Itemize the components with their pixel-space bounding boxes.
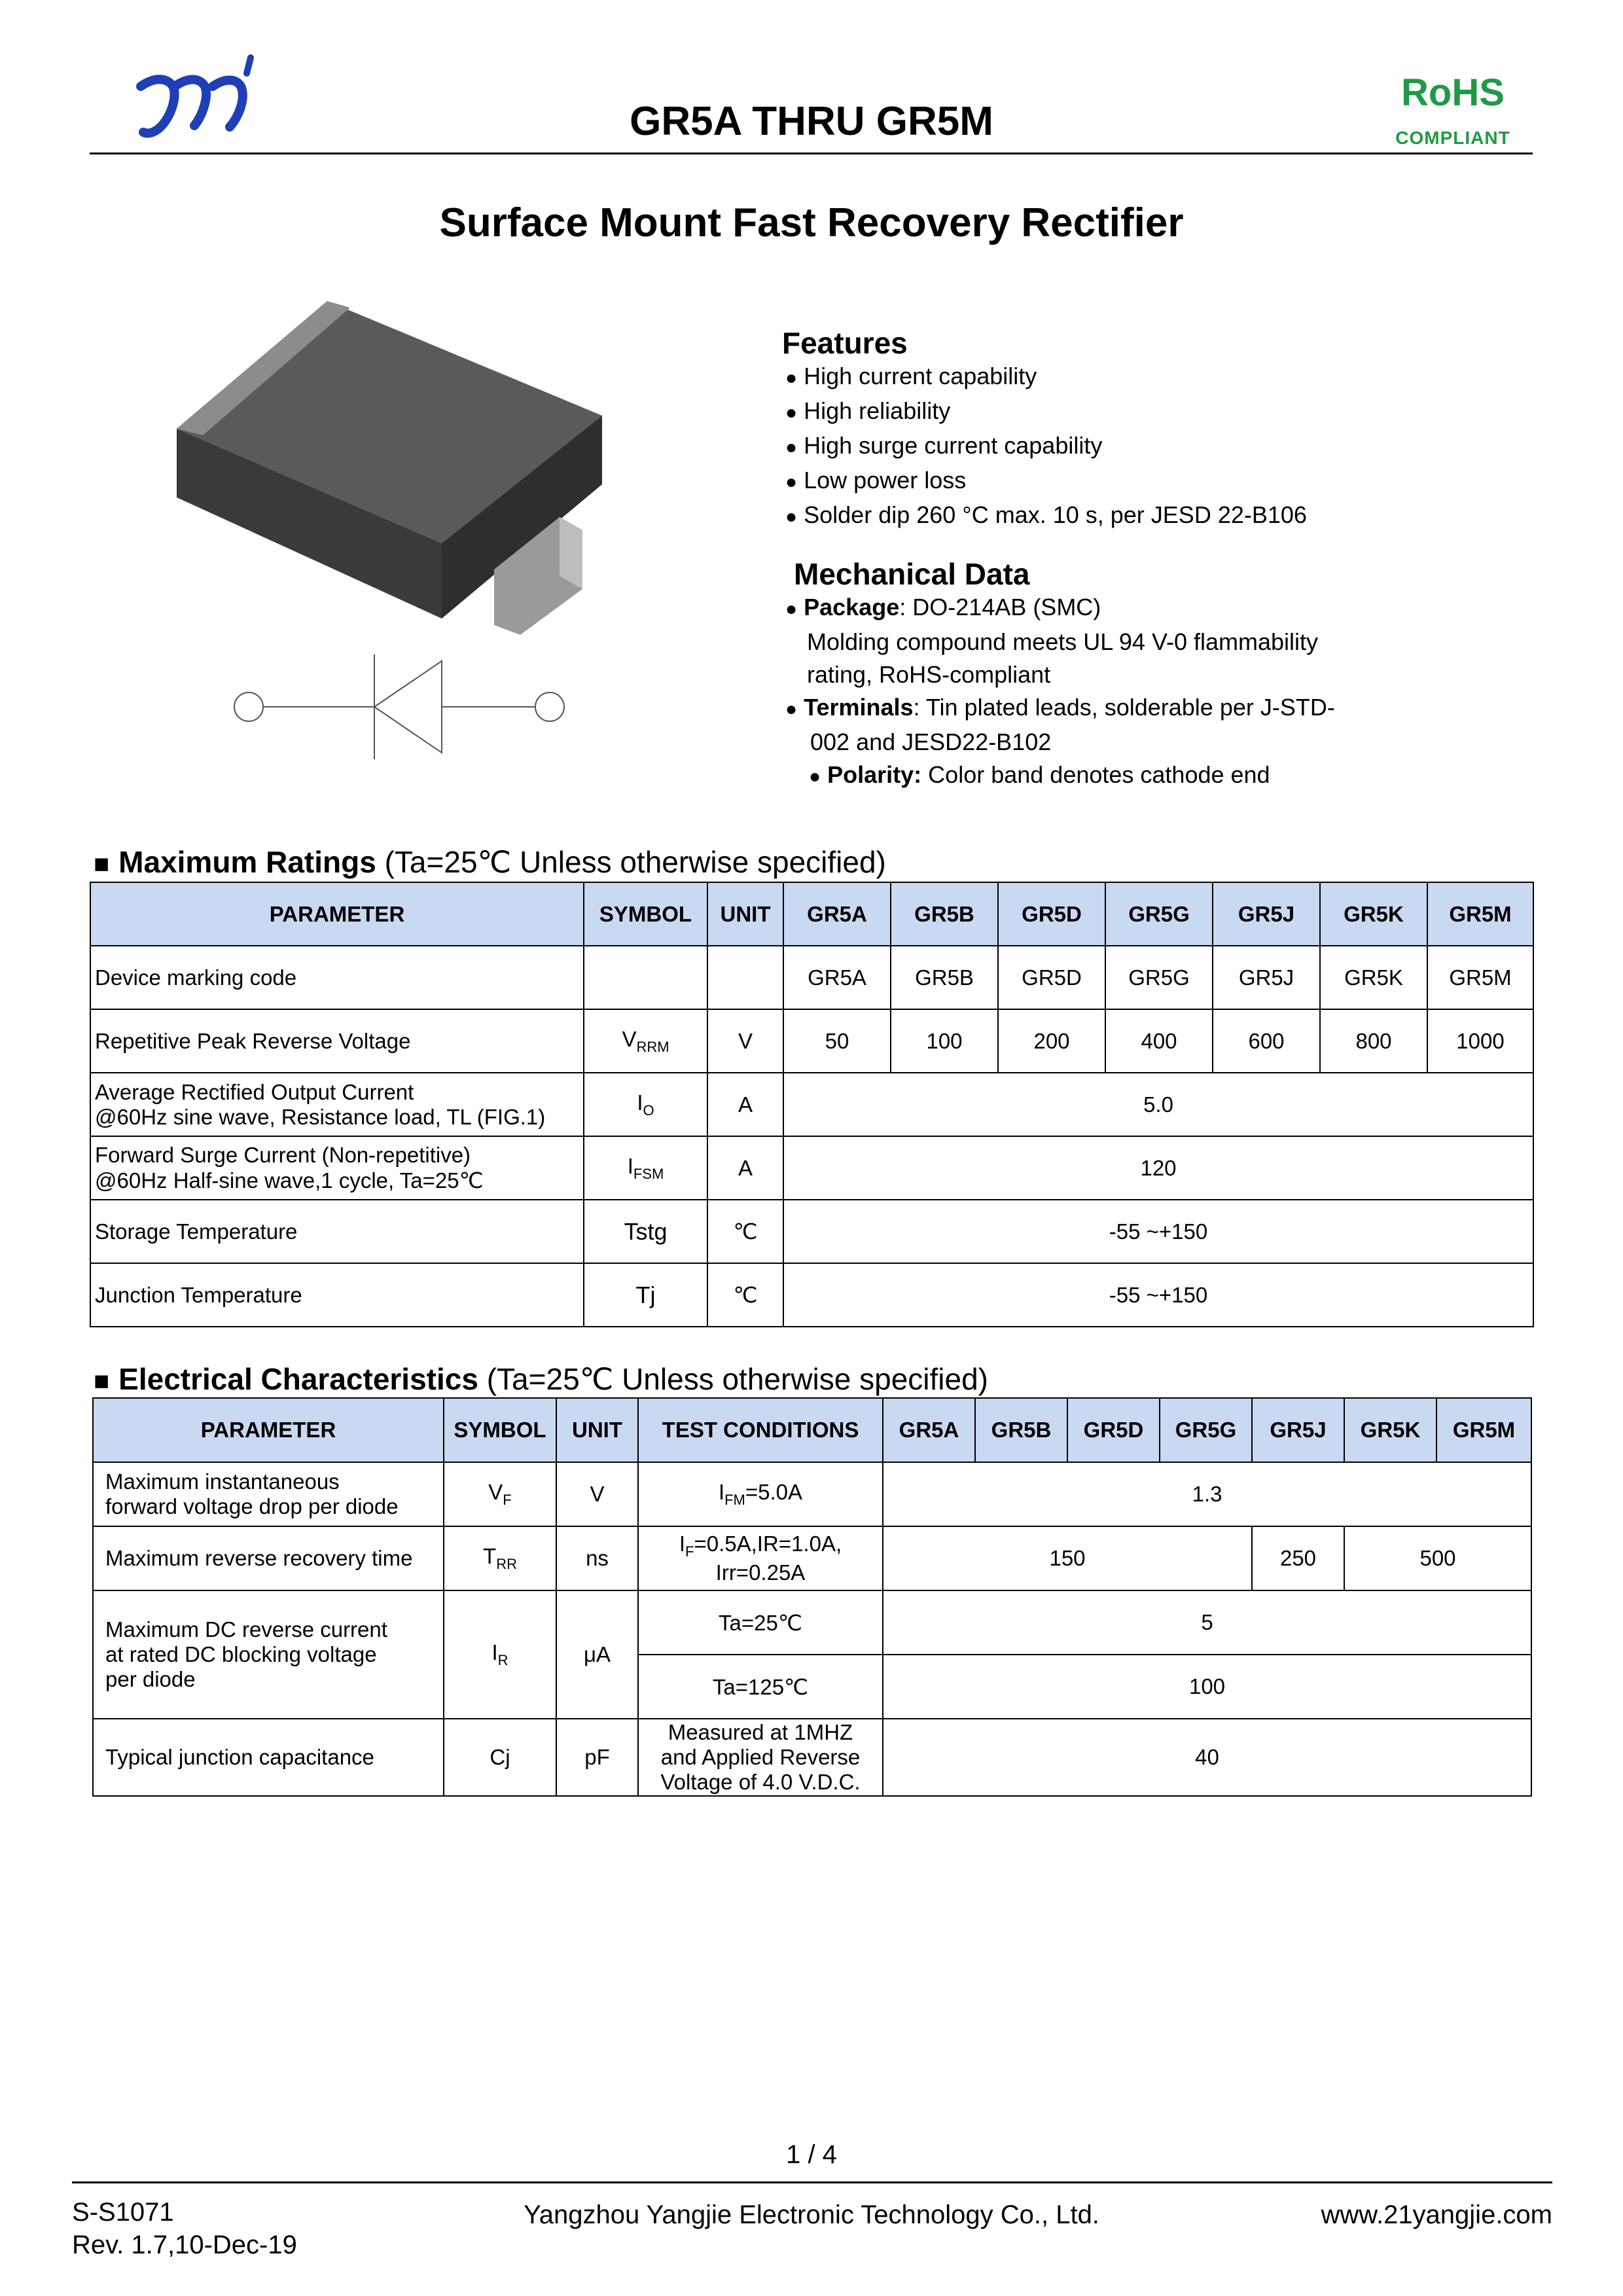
symbol-subscript: RRM (636, 1038, 669, 1055)
value-cell: 40 (883, 1719, 1531, 1796)
header-part: GR5A (883, 1398, 975, 1462)
header-unit: UNIT (556, 1398, 638, 1462)
param-label (93, 1462, 444, 1526)
symbol-main: T (483, 1544, 497, 1568)
param-label-line: @60Hz Half-sine wave,1 cycle, Ta=25℃ (95, 1168, 484, 1193)
value-cell: GR5M (1427, 946, 1533, 1009)
footer-divider (72, 2181, 1552, 2183)
param-label: Maximum reverse recovery time (93, 1526, 444, 1590)
unit-cell: A (707, 1136, 783, 1200)
max-ratings-condition: (Ta=25℃ Unless otherwise specified) (376, 845, 886, 879)
mechanical-heading: Mechanical Data (794, 557, 1030, 591)
value-cell: 100 (883, 1655, 1531, 1719)
header-parameter: PARAMETER (90, 882, 584, 946)
param-label-line: Maximum instantaneous (105, 1469, 340, 1494)
symbol-subscript: j (650, 1281, 656, 1308)
header-part: GR5A (783, 882, 891, 946)
terminals-line2: 002 and JESD22-B102 (810, 728, 1052, 755)
param-label-line: per diode (105, 1667, 196, 1691)
polarity-label: Polarity: (827, 761, 922, 788)
feature-item: ● Solder dip 260 °C max. 10 s, per JESD 22-B106 (785, 499, 1307, 533)
param-label: Device marking code (90, 946, 584, 1009)
header-part: GR5J (1213, 882, 1320, 946)
unit-cell: V (556, 1462, 638, 1526)
test-line: Irr=0.25A (715, 1560, 806, 1585)
symbol-main: I (491, 1640, 498, 1664)
square-bullet-icon: ■ (94, 850, 110, 878)
header-parameter: PARAMETER (93, 1398, 444, 1462)
symbol-main: I (627, 1153, 633, 1178)
table-row (90, 1009, 1533, 1073)
document-code: S-S1071 (72, 2198, 174, 2227)
value-cell: 1000 (1427, 1009, 1533, 1073)
features-heading: Features (782, 326, 908, 360)
page-number: 1 / 4 (786, 2140, 837, 2169)
value-cell: 50 (783, 1009, 891, 1073)
value-cell: GR5A (783, 946, 891, 1009)
header-part: GR5B (891, 882, 998, 946)
symbol-cell (444, 1462, 556, 1526)
table-row (90, 1136, 1533, 1200)
test-subscript: FM (724, 1492, 745, 1508)
symbol-cell: Cj (444, 1719, 556, 1796)
value-cell: 200 (998, 1009, 1105, 1073)
unit-cell: pF (556, 1719, 638, 1796)
test-condition-cell: Ta=125℃ (638, 1655, 883, 1719)
symbol-cell (584, 1073, 707, 1136)
electrical-condition: (Ta=25℃ Unless otherwise specified) (478, 1362, 988, 1396)
symbol-cell (584, 1009, 707, 1073)
square-bullet-icon: ■ (94, 1367, 110, 1395)
table-row (93, 1590, 1531, 1655)
test-line (643, 1532, 878, 1560)
package-image (154, 288, 612, 655)
header-part: GR5M (1436, 1398, 1531, 1462)
feature-item: ● High reliability (785, 395, 1307, 429)
value-cell: 1.3 (883, 1462, 1531, 1526)
electrical-caption (94, 1361, 988, 1397)
test-main: I (679, 1532, 686, 1556)
package-label: Package (804, 594, 900, 620)
document-revision: Rev. 1.7,10-Dec-19 (72, 2231, 297, 2259)
value-cell: 100 (891, 1009, 998, 1073)
header-part: GR5M (1427, 882, 1533, 946)
max-ratings-title: Maximum Ratings (118, 845, 376, 879)
test-condition-cell (638, 1462, 883, 1526)
symbol-main: V (488, 1480, 503, 1504)
symbol-subscript: RR (496, 1556, 517, 1572)
test-line: Voltage of 4.0 V.D.C. (660, 1770, 861, 1794)
value-cell: 250 (1252, 1526, 1344, 1590)
header-part: GR5D (998, 882, 1105, 946)
table-header-row (93, 1398, 1531, 1462)
value-cell: 5 (883, 1590, 1531, 1655)
diode-symbol (229, 648, 569, 766)
table-row (90, 1073, 1533, 1136)
param-label-line: Forward Surge Current (Non-repetitive) (95, 1143, 471, 1167)
symbol-cell (584, 1200, 707, 1263)
value-cell: 600 (1213, 1009, 1320, 1073)
test-line: Measured at 1MHZ (668, 1720, 853, 1744)
value-cell: 400 (1105, 1009, 1213, 1073)
header-symbol: SYMBOL (584, 882, 707, 946)
test-rest: =5.0A (745, 1480, 803, 1504)
param-label-line: forward voltage drop per diode (105, 1494, 399, 1518)
value-cell: 120 (783, 1136, 1533, 1200)
param-label: Storage Temperature (90, 1200, 584, 1263)
symbol-cell (584, 1263, 707, 1327)
test-condition-cell (638, 1719, 883, 1796)
header-part: GR5D (1067, 1398, 1160, 1462)
symbol-cell (584, 1136, 707, 1200)
value-cell: GR5B (891, 946, 998, 1009)
test-condition-cell (638, 1526, 883, 1590)
value-cell: -55 ~+150 (783, 1263, 1533, 1327)
value-cell: 5.0 (783, 1073, 1533, 1136)
feature-item: ● High current capability (785, 360, 1307, 395)
unit-cell: ns (556, 1526, 638, 1590)
test-rest: =0.5A,IR=1.0A, (694, 1532, 842, 1556)
unit-cell: V (707, 1009, 783, 1073)
table-row (90, 1200, 1533, 1263)
symbol-main: T (635, 1281, 651, 1308)
symbol-main: T (624, 1217, 636, 1245)
features-list (785, 360, 1307, 533)
symbol-subscript: R (497, 1652, 508, 1668)
package-value: : DO-214AB (SMC) (899, 594, 1101, 620)
mechanical-data (785, 591, 1440, 793)
table-row (93, 1526, 1531, 1590)
unit-cell: ℃ (707, 1200, 783, 1263)
header-part: GR5B (975, 1398, 1067, 1462)
param-label: Typical junction capacitance (93, 1719, 444, 1796)
website-link[interactable]: www.21yangjie.com (1321, 2200, 1552, 2229)
symbol-subscript: F (503, 1492, 512, 1508)
rohs-mark: RoHS (1401, 71, 1505, 114)
max-ratings-table (90, 882, 1534, 1327)
terminals-row (785, 691, 1440, 726)
symbol-cell (584, 946, 707, 1009)
param-label-line: Average Rectified Output Current (95, 1079, 414, 1104)
param-label (90, 1136, 584, 1200)
value-cell: GR5J (1213, 946, 1320, 1009)
value-cell: -55 ~+150 (783, 1200, 1533, 1263)
unit-cell: μA (556, 1590, 638, 1719)
test-line: and Applied Reverse (660, 1745, 861, 1769)
package-line2: Molding compound meets UL 94 V-0 flammability (807, 628, 1319, 655)
header-part: GR5K (1344, 1398, 1436, 1462)
value-cell: 150 (883, 1526, 1252, 1590)
symbol-subscript: O (643, 1102, 654, 1119)
value-cell: GR5D (998, 946, 1105, 1009)
header-symbol: SYMBOL (444, 1398, 556, 1462)
polarity-value: Color band denotes cathode end (921, 761, 1270, 788)
rohs-compliant-label: COMPLIANT (1395, 128, 1510, 148)
test-main: I (718, 1480, 725, 1504)
header-part: GR5G (1105, 882, 1213, 946)
value-cell: 800 (1320, 1009, 1427, 1073)
param-label (90, 1073, 584, 1136)
polarity-row (785, 759, 1440, 793)
feature-item: ● High surge current capability (785, 429, 1307, 464)
symbol-main: V (622, 1026, 637, 1051)
value-cell: 500 (1344, 1526, 1531, 1590)
header-divider (90, 152, 1533, 154)
table-row (90, 946, 1533, 1009)
table-row (93, 1719, 1531, 1796)
symbol-cell (444, 1590, 556, 1719)
unit-cell: ℃ (707, 1263, 783, 1327)
symbol-main: I (637, 1090, 643, 1115)
value-cell: GR5K (1320, 946, 1427, 1009)
electrical-title: Electrical Characteristics (118, 1362, 478, 1396)
unit-cell: A (707, 1073, 783, 1136)
test-condition-cell: Ta=25℃ (638, 1590, 883, 1655)
symbol-subscript: FSM (633, 1165, 664, 1182)
param-label-line: Maximum DC reverse current (105, 1617, 387, 1641)
package-line3: rating, RoHS-compliant (807, 661, 1051, 688)
symbol-cell (444, 1526, 556, 1590)
document-subtitle: Surface Mount Fast Recovery Rectifier (439, 200, 1184, 245)
max-ratings-caption (94, 844, 886, 880)
package-row (785, 591, 1440, 626)
table-row (90, 1263, 1533, 1327)
header-unit: UNIT (707, 882, 783, 946)
company-name: Yangzhou Yangjie Electronic Technology Co., Ltd. (524, 2200, 1099, 2229)
param-label-line: @60Hz sine wave, Resistance load, TL (FIG.1) (95, 1104, 546, 1129)
document-title: GR5A THRU GR5M (630, 99, 993, 144)
terminals-value: : Tin plated leads, solderable per J-STD- (913, 694, 1335, 721)
feature-item: ● Low power loss (785, 464, 1307, 499)
header-test-conditions: TEST CONDITIONS (638, 1398, 883, 1462)
header-part: GR5G (1160, 1398, 1252, 1462)
param-label (93, 1590, 444, 1719)
param-label: Repetitive Peak Reverse Voltage (90, 1009, 584, 1073)
param-label-line: at rated DC blocking voltage (105, 1642, 377, 1666)
table-header-row (90, 882, 1533, 946)
unit-cell (707, 946, 783, 1009)
table-row (93, 1462, 1531, 1526)
electrical-table (92, 1397, 1532, 1797)
param-label: Junction Temperature (90, 1263, 584, 1327)
terminals-label: Terminals (804, 694, 914, 721)
header-part: GR5J (1252, 1398, 1344, 1462)
test-subscript: F (685, 1543, 694, 1560)
header-part: GR5K (1320, 882, 1427, 946)
symbol-subscript: stg (635, 1217, 668, 1245)
value-cell: GR5G (1105, 946, 1213, 1009)
